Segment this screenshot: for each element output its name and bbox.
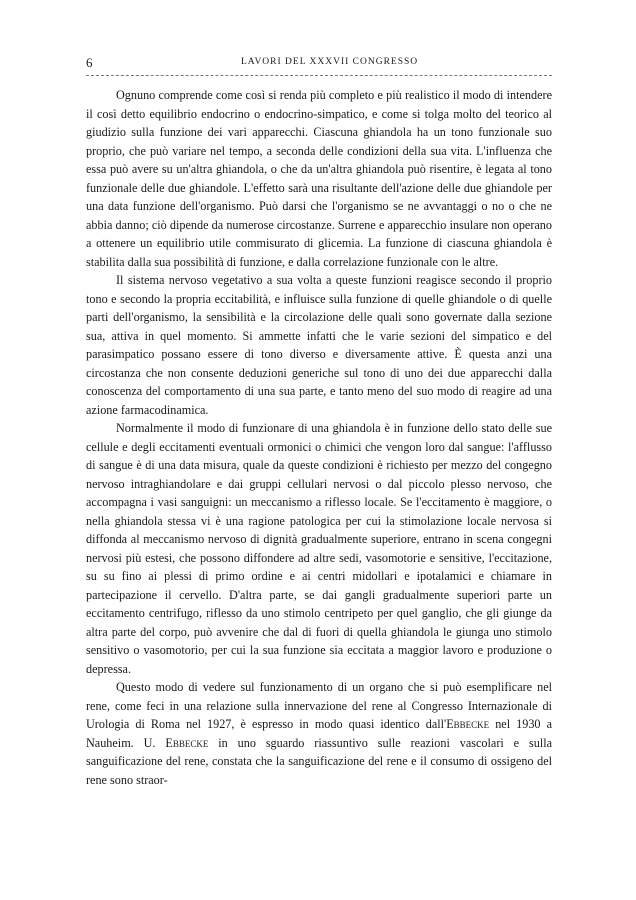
body-text <box>86 86 552 789</box>
paragraph: Normalmente il modo di funzionare di una ghiandola è in funzione dello stato delle sue cellule e degli eccitamenti eventuali ormonici o chimici che vengon loro dal sangue: l'afflusso di sangue è di una data misura, quale da queste condizioni è richiesto per mezzo del congegno nervoso intraghiandolare e dai gruppi cellulari nervosi o dal piccolo plesso nervoso, che accompagna i vasi sanguigni: un meccanismo a riflesso locale. Se l'eccitamento è maggiore, o nella ghiandola stessa vi è una ragione patologica per cui la stimolazione locale nervosa si diffonda al meccanismo nervoso di dignità gradualmente superiore, entrano in scena congegni nervosi più estesi, che possono diffondere ad altre sedi, vasomotorie e sensitive, l'eccitazione, su su fino ai plessi di primo ordine e ai centri midollari e ipotalamici e chiamare in partecipazione il cervello. D'altra parte, se dai gangli gradualmente superiori parte un eccitamento centrifugo, riflesso da uno stimolo centripeto per quel ganglio, che gli giunge da altra parte del corpo, può avvenire che dal di fuori di quella ghiandola le giunga uno stimolo sensitivo o vasomotorio, per cui la sua funzione sia eccitata a maggior lavoro e produzione o depressa. <box>86 421 552 676</box>
paragraph-text: Questo modo di vedere sul funzionamento di un organo che si può esemplificare nel rene, come feci in una relazione sulla innervazione del rene al Congresso Internazionale di Urologia di Roma nel 1927, è espresso in modo quasi identico dall' <box>86 680 552 731</box>
paragraph: Il sistema nervoso vegetativo a sua volta a queste funzioni reagisce secondo il proprio tono e secondo la propria eccitabilità, e influisce sulla funzione di quelle ghiandole o di quelle parti dell'organismo, la sensibilità e la circolazione delle quali sono governate dalla sezione sua, attiva in quel momento. Si ammette infatti che le varie sezioni del simpatico e del parasimpatico possano essere di tono diverso e diversamente attive. È questa anzi una circostanza che non consente deduzioni generiche sul tono di uno dei due apparecchi dalla conoscenza del comportamento di una sua parte, e tanto meno del suo modo di reagire ad una azione farmacodinamica. <box>86 273 552 417</box>
page-number: 6 <box>86 55 93 70</box>
author-name: Ebbecke <box>446 717 490 731</box>
page-header <box>86 55 552 73</box>
paragraph <box>86 678 552 789</box>
paragraph-text: in uno sguardo riassuntivo sulle reazioni vascolari e sulla sanguificazione del rene, constata che la sanguificazione del rene e il consumo di ossigeno del rene sono straor- <box>86 735 553 787</box>
header-rule <box>86 75 552 76</box>
running-title: LAVORI DEL XXXVII CONGRESSO <box>241 57 419 67</box>
paragraph-text: nel 1930 a Nauheim. U. <box>86 717 552 750</box>
paragraph: Ognuno comprende come così si renda più completo e più realistico il modo di intendere il così detto equilibrio endocrino o endocrino-simpatico, e come si tolga molto del teorico al giudizio sulla funzione dei vari apparecchi. Ciascuna ghiandola ha un tono funzionale suo proprio, che può variare nel tempo, a seconda delle condizioni della sua vita. L'influenza che essa può avere su un'altra ghiandola, o che da un'altra ghiandola può risentire, è legata al tono funzionale delle due ghiandole. L'effetto sarà una risultante dell'azione delle due ghiandole per una data funzione dell'organismo. Può darsi che l'organismo se ne avvantaggi o no o che ne abbia danno; ciò dipende da numerose circostanze. Surrene e apparecchio insulare non operano a ottenere un equilibrio utile commisurato di glicemia. La funzione di ciascuna ghiandola è stabilita dalla sua possibilità di funzione, e dalla correlazione funzionale con le altre. <box>86 88 552 269</box>
author-name: Ebbecke <box>165 735 209 750</box>
